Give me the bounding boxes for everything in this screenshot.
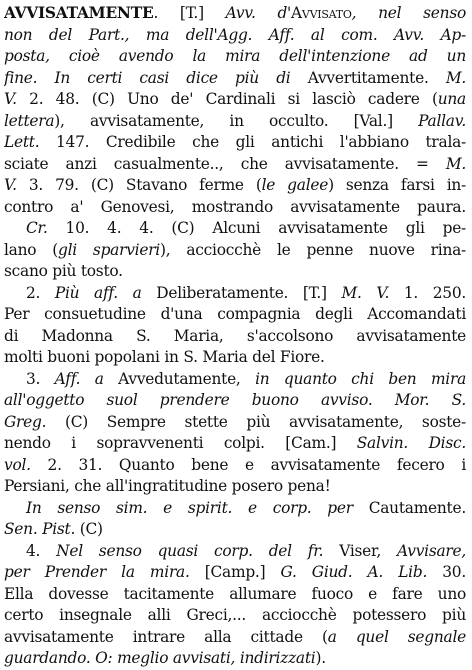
- text-run: molti buoni popolani in S. Maria del Fiore.: [4, 348, 325, 366]
- text-line: [4, 304, 466, 326]
- text-line: [4, 283, 466, 305]
- italic-text: guardando. O: meglio avvisati, indirizzati: [4, 649, 316, 667]
- small-caps-text: Avvisato: [291, 4, 352, 22]
- text-run: Avvedutamente,: [103, 369, 256, 388]
- text-line: [4, 68, 466, 90]
- text-run: 30.: [427, 563, 466, 581]
- italic-text: posta, cioè avendo la mira dell'intenzione ad un: [4, 47, 466, 65]
- text-run: Cautamente.: [368, 498, 466, 517]
- text-run: ).: [315, 649, 326, 667]
- text-line: [4, 433, 466, 455]
- italic-text: Più aff. a: [54, 283, 142, 302]
- text-run: 1. 250.: [389, 283, 466, 302]
- text-run: nendo i sopravvenenti colpi. [Cam.]: [4, 434, 357, 452]
- text-run: (C): [75, 520, 103, 538]
- italic-text: Nel senso quasi corp. del fr.: [56, 541, 324, 560]
- italic-text: Pallav.: [418, 111, 466, 130]
- italic-text: all'oggetto suol prendere buono avviso. Mor. S.: [4, 391, 466, 409]
- italic-text: vol.: [4, 455, 31, 474]
- text-run: Avvertitamente.: [307, 68, 446, 87]
- text-line: [4, 476, 466, 498]
- text-run: [Camp.]: [189, 563, 281, 581]
- text-line: [4, 25, 466, 47]
- text-run: certo insegnale alli Greci,... acciocchè potessero più: [4, 606, 466, 624]
- italic-text: Lett.: [4, 133, 40, 151]
- text-run: . [T.]: [153, 4, 226, 22]
- text-line: [4, 498, 466, 520]
- text-line: [4, 132, 466, 154]
- text-line: [4, 218, 466, 240]
- italic-text: V.: [4, 90, 17, 108]
- text-line: [4, 455, 466, 477]
- text-run: 4.: [26, 541, 57, 560]
- italic-text: M.: [445, 154, 466, 173]
- text-run: sciate anzi casualmente.., che avvisatamente. =: [4, 154, 446, 173]
- text-line: [4, 347, 466, 369]
- text-line: [4, 369, 466, 391]
- italic-text: Salvin. Disc.: [356, 434, 466, 452]
- italic-text: V.: [4, 176, 17, 194]
- italic-text: Greg.: [4, 412, 47, 431]
- text-run: Per consuetudine d'una compagnia degli Accomandati: [4, 305, 466, 323]
- italic-text: Avvisare,: [397, 541, 466, 560]
- text-run: (C) Sempre stette più avvisatamente, soste-: [46, 412, 466, 431]
- text-run: 2. 48. (C) Uno de' Cardinali si lasciò cadere (: [16, 90, 438, 108]
- text-run: lano (: [4, 240, 59, 259]
- text-run: Deliberatamente. [T.]: [141, 283, 342, 302]
- text-line: [4, 46, 466, 68]
- text-line: [4, 240, 466, 262]
- italic-text: , nel senso: [351, 4, 466, 22]
- text-run: ) senza farsi in-: [328, 176, 466, 194]
- text-run: di Madonna S. Maria, s'accolsono avvisatamente: [4, 326, 466, 345]
- text-line: [4, 519, 466, 541]
- italic-text: una: [437, 90, 466, 108]
- text-line: [4, 584, 466, 606]
- italic-text: M.: [445, 68, 466, 87]
- text-run: 2. 31. Quanto bene e avvisatamente fecero i: [30, 455, 466, 474]
- italic-text: Avv. d': [225, 4, 292, 22]
- text-run: 3. 79. (C) Stavano ferme (: [16, 176, 262, 194]
- text-run: Persiani, che all'ingratitudine posero pena!: [4, 477, 331, 495]
- dictionary-entry-page: [4, 3, 466, 667]
- italic-text: per Prender la mira.: [4, 563, 190, 581]
- text-run: 10. 4. 4. (C) Alcuni avvisatamente gli pe-: [47, 219, 466, 237]
- italic-text: a quel segnale: [327, 627, 466, 646]
- text-line: [4, 412, 466, 434]
- text-run: Viser,: [323, 541, 398, 560]
- italic-text: Sen. Pist.: [4, 520, 76, 538]
- italic-text: lettera: [4, 111, 55, 130]
- italic-text: Cr.: [26, 219, 48, 237]
- italic-text: G. Giud. A. Lib.: [280, 563, 428, 581]
- text-line: [4, 605, 466, 627]
- text-run: Ella dovesse tacitamente allumare fuoco e fare uno: [4, 584, 466, 603]
- italic-text: in quanto chi ben mira: [255, 369, 466, 388]
- text-run: contro a' Genovesi, mostrando avvisatamente paura.: [4, 197, 466, 216]
- text-line: [4, 89, 466, 111]
- text-line: [4, 261, 466, 283]
- text-line: [4, 3, 466, 25]
- text-run: 3.: [26, 369, 55, 388]
- italic-text: Aff. a: [54, 369, 104, 388]
- text-line: [4, 111, 466, 133]
- text-line: [4, 648, 466, 670]
- italic-text: In senso sim. e spirit. e corp. per: [26, 498, 369, 517]
- text-line: [4, 175, 466, 197]
- italic-text: gli sparvieri: [58, 240, 160, 259]
- italic-text: M. V.: [341, 283, 390, 302]
- text-line: [4, 627, 466, 649]
- text-run: 147. Credibile che gli antichi l'abbiano trala-: [39, 133, 466, 151]
- italic-text: fine. In certi casi dice più di: [4, 68, 308, 87]
- headword: AVVISATAMENTE: [4, 4, 154, 22]
- text-run: 2.: [26, 283, 55, 302]
- text-line: [4, 326, 466, 348]
- text-line: [4, 541, 466, 563]
- italic-text: le galee: [261, 176, 329, 194]
- text-run: ), avvisatamente, in occulto. [Val.]: [54, 111, 419, 130]
- text-line: [4, 197, 466, 219]
- text-run: scano più tosto.: [4, 262, 123, 280]
- text-run: avvisatamente intrare alla cittade (: [4, 627, 328, 646]
- text-run: ), acciocchè le penne nuove rina-: [159, 240, 466, 259]
- text-line: [4, 562, 466, 584]
- text-line: [4, 390, 466, 412]
- text-line: [4, 154, 466, 176]
- italic-text: non del Part., ma dell'Agg. Aff. al com. Avv. Ap-: [4, 25, 466, 44]
